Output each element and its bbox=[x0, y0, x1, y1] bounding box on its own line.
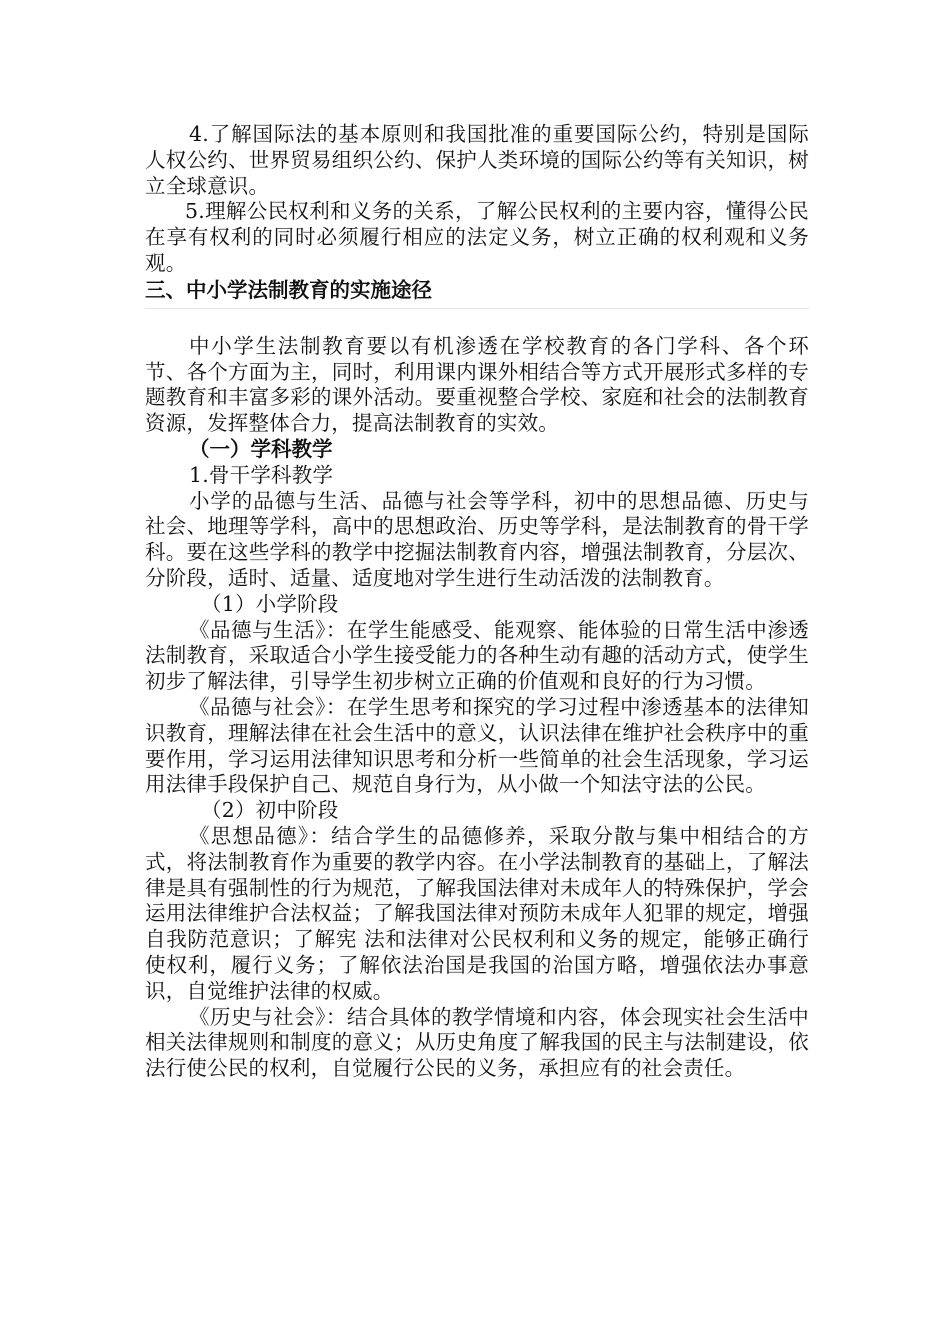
section-spacer bbox=[145, 309, 809, 334]
stage-heading-junior: （2）初中阶段 bbox=[201, 798, 339, 823]
paragraph-intl-law: 4.了解国际法的基本原则和我国批准的重要国际公约，特别是国际人权公约、世界贸易组织公约、保护人类环境的国际公约等有关知识，树立全球意识。 bbox=[145, 122, 809, 198]
paragraph-morality-society: 《品德与社会》：在学生思考和探究的学习过程中渗透基本的法律知识教育，理解法律在社会生活中的意义，认识法律在维护社会秩序中的重要作用，学习运用法律知识思考和分析一些简单的社会生活现象，学习运用法律手段保护自己、规范自身行为，从小做一个知法守法的公民。 bbox=[145, 694, 809, 797]
paragraph-history-society: 《历史与社会》：结合具体的教学情境和内容，体会现实社会生活中相关法律规则和制度的意义；从历史角度了解我国的民主与法制建设，依法行使公民的权利，自觉履行公民的义务，承担应有的社会责任。 bbox=[145, 1004, 809, 1081]
subheading-core-subjects: 1.骨干学科教学 bbox=[189, 462, 334, 487]
section-heading-implementation: 三、中小学法制教育的实施途径 bbox=[145, 277, 809, 309]
stage-heading-primary: （1）小学阶段 bbox=[201, 591, 339, 616]
paragraph-ideology-morality: 《思想品德》：结合学生的品德修养，采取分散与集中相结合的方式，将法制教育作为重要的教学内容。在小学法制教育的基础上，了解法律是具有强制性的行为规范，了解我国法律对未成年人的特殊保护，学会运用法律维护合法权益；了解我国法律对预防未成年人犯罪的规定，增强自我防范意识；了解宪 法和法律对公民权利和义务的规定，能够正确行使权利，履行义务；了解依法治国是我国的治国方略，增强依法办事意识，自觉维护法律的权威。 bbox=[145, 823, 809, 1003]
paragraph-core-subjects: 小学的品德与生活、品德与社会等学科，初中的思想品德、历史与社会、地理等学科，高中的思想政治、历史等学科，是法制教育的骨干学科。要在这些学科的教学中挖掘法制教育内容，增强法制教育，分层次、分阶段，适时、适量、适度地对学生进行生动活泼的法制教育。 bbox=[145, 488, 809, 590]
subheading-subject-teaching: （一）学科教学 bbox=[189, 436, 333, 461]
paragraph-citizen-rights: 5.理解公民权利和义务的关系，了解公民权利的主要内容，懂得公民在享有权利的同时必须履行相应的法定义务，树立正确的权利观和义务观。 bbox=[145, 199, 809, 275]
paragraph-implementation-intro: 中小学生法制教育要以有机渗透在学校教育的各门学科、各个环节、各个方面为主，同时，利用课内课外相结合等方式开展形式多样的专题教育和丰富多彩的课外活动。要重视整合学校、家庭和社会的法制教育资源，发挥整体合力，提高法制教育的实效。 bbox=[145, 333, 809, 436]
document-page bbox=[145, 122, 809, 1082]
paragraph-morality-life: 《品德与生活》：在学生能感受、能观察、能体验的日常生活中渗透法制教育，采取适合小学生接受能力的各种生动有趣的活动方式，使学生初步了解法律，引导学生初步树立正确的价值观和良好的行为习惯。 bbox=[145, 617, 809, 694]
